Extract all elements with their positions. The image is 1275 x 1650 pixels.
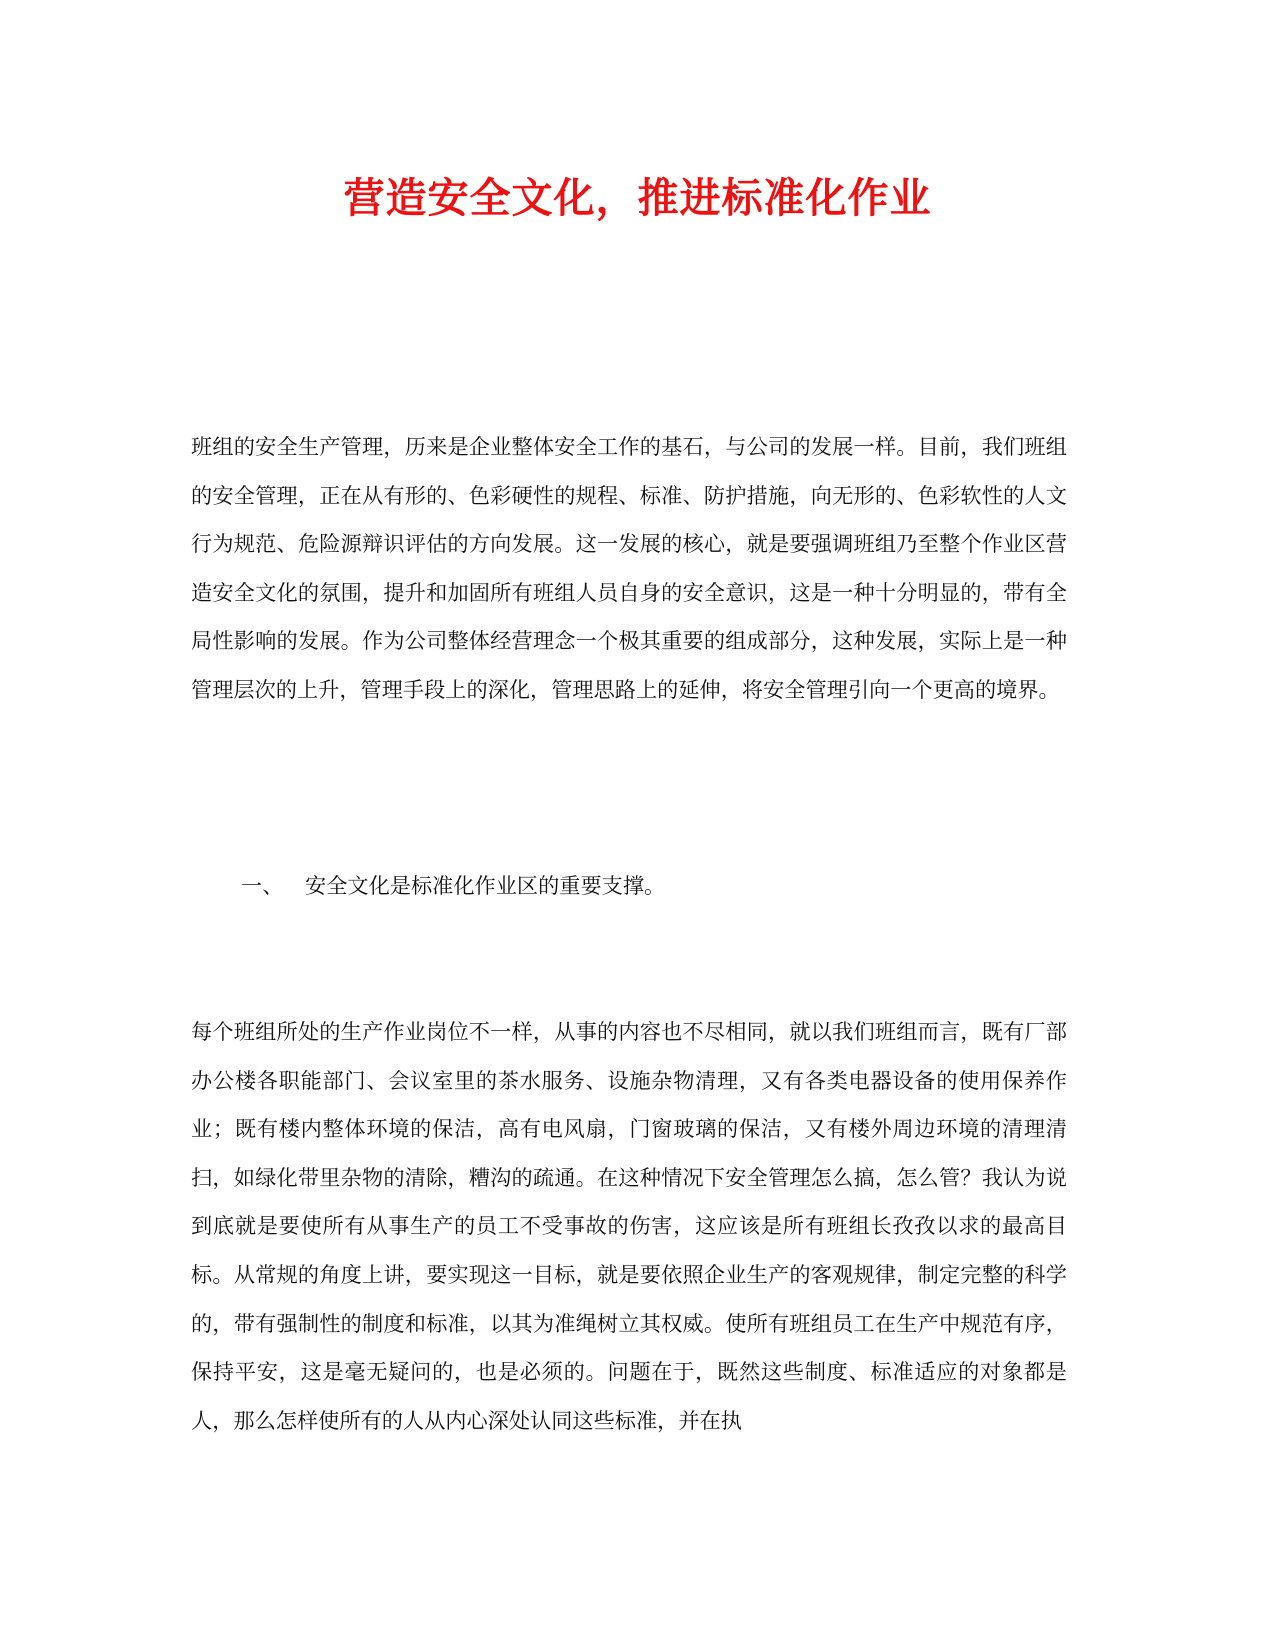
paragraph-intro: 班组的安全生产管理，历来是企业整体安全工作的基石，与公司的发展一样。目前，我们班组的安全管理，正在从有形的、色彩硬性的规程、标准、防护措施，向无形的、色彩软性的人文行为规范、危险源辩识评估的方向发展。这一发展的核心，就是要强调班组乃至整个作业区营造安全文化的氛围，提升和加固所有班组人员自身的安全意识，这是一种十分明显的，带有全局性影响的发展。作为公司整体经营理念一个极其重要的组成部分，这种发展，实际上是一种管理层次的上升，管理手段上的深化，管理思路上的延伸，将安全管理引向一个更高的境界。 (191, 434, 1067, 702)
section-number: 一、 (241, 873, 284, 898)
section-heading-text: 安全文化是标准化作业区的重要支撑。 (305, 873, 666, 898)
document-title: 营造安全文化，推进标准化作业 (343, 174, 932, 222)
paragraph-section-1: 每个班组所处的生产作业岗位不一样，从事的内容也不尽相同，就以我们班组而言，既有厂部办公楼各职能部门、会议室里的茶水服务、设施杂物清理，又有各类电器设备的使用保养作业；既有楼内整体环境的保洁，高有电风扇，门窗玻璃的保洁，又有楼外周边环境的清理清扫，如绿化带里杂物的清除，糟沟的疏通。在这种情况下安全管理怎么搞，怎么管？我认为说到底就是要使所有从事生产的员工不受事故的伤害，这应该是所有班组长孜孜以求的最高目标。从常规的角度上讲，要实现这一目标，就是要依照企业生产的客观规律，制定完整的科学的，带有强制性的制度和标准，以其为准绳树立其权威。使所有班组员工在生产中规范有序，保持平安，这是毫无疑问的，也是必须的。问题在于，既然这些制度、标准适应的对象都是人，那么怎样使所有的人从内心深处认同这些标准，并在执 (191, 1019, 1067, 1433)
section-heading-1 (241, 862, 665, 910)
